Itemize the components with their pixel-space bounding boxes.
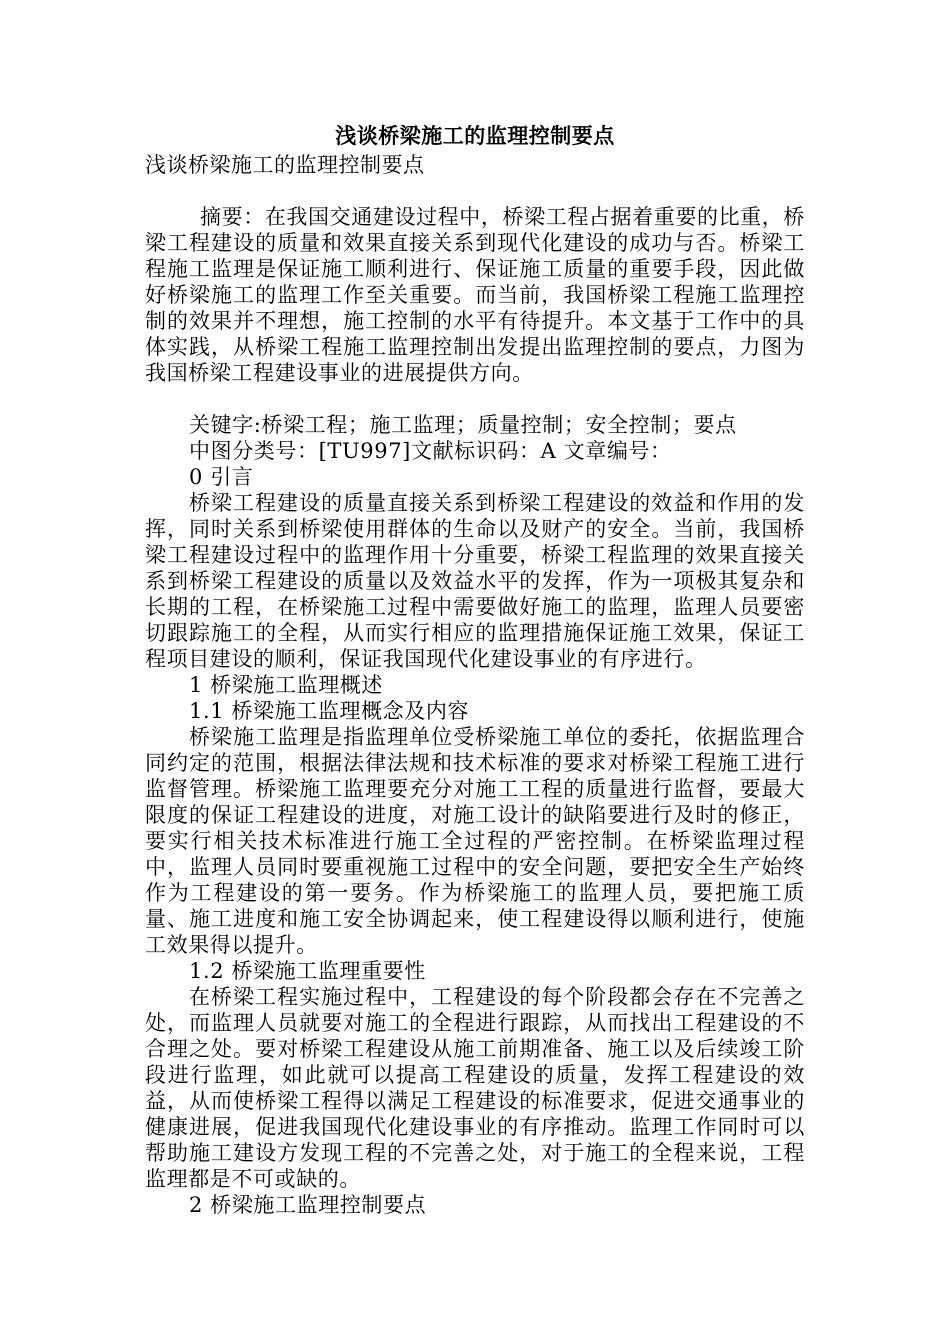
section-heading-2: 2 桥梁施工监理控制要点 xyxy=(189,1193,427,1217)
section-heading-1: 1 桥梁施工监理概述 xyxy=(189,673,384,697)
section-heading-intro: 0 引言 xyxy=(189,465,254,489)
document-subtitle: 浅谈桥梁施工的监理控制要点 xyxy=(145,153,425,177)
section-heading-1-2: 1.2 桥梁施工监理重要性 xyxy=(189,959,426,983)
classification-line: 中图分类号：[TU997]文献标识码：A 文章编号： xyxy=(189,439,672,463)
keywords-line: 关键字:桥梁工程；施工监理；质量控制；安全控制；要点 xyxy=(189,413,737,437)
abstract-paragraph: 摘要：在我国交通建设过程中，桥梁工程占据着重要的比重，桥梁工程建设的质量和效果直接关系到现代化建设的成功与否。桥梁工程施工监理是保证施工顺利进行、保证施工质量的重要手段，因此做好桥梁施工的监理工作至关重要。而当前，我国桥梁工程施工监理控制的效果并不理想，施工控制的水平有待提升。本文基于工作中的具体实践，从桥梁工程施工监理控制出发提出监理控制的要点，力图为我国桥梁工程建设事业的进展提供方向。 xyxy=(145,205,805,385)
document-title: 浅谈桥梁施工的监理控制要点 xyxy=(335,124,615,148)
section-1-1-paragraph: 桥梁施工监理是指监理单位受桥梁施工单位的委托，依据监理合同约定的范围，根据法律法规和技术标准的要求对桥梁工程施工进行监督管理。桥梁施工监理要充分对施工工程的质量进行监督，要最大限度的保证工程建设的进度，对施工设计的缺陷要进行及时的修正，要实行相关技术标准进行施工全过程的严密控制。在桥梁监理过程中，监理人员同时要重视施工过程中的安全问题，要把安全生产始终作为工程建设的第一要务。作为桥梁施工的监理人员，要把施工质量、施工进度和施工安全协调起来，使工程建设得以顺利进行，使施工效果得以提升。 xyxy=(145,725,805,957)
document-body xyxy=(145,122,805,1218)
section-1-2-paragraph: 在桥梁工程实施过程中，工程建设的每个阶段都会存在不完善之处，而监理人员就要对施工的全程进行跟踪，从而找出工程建设的不合理之处。要对桥梁工程建设从施工前期准备、施工以及后续竣工阶段进行监理，如此就可以提高工程建设的质量，发挥工程建设的效益，从而使桥梁工程得以满足工程建设的标准要求，促进交通事业的健康进展，促进我国现代化建设事业的有序推动。监理工作同时可以帮助施工建设方发现工程的不完善之处，对于施工的全程来说，工程监理都是不可或缺的。 xyxy=(145,985,805,1191)
section-heading-1-1: 1.1 桥梁施工监理概念及内容 xyxy=(189,699,470,723)
intro-paragraph: 桥梁工程建设的质量直接关系到桥梁工程建设的效益和作用的发挥，同时关系到桥梁使用群体的生命以及财产的安全。当前，我国桥梁工程建设过程中的监理作用十分重要，桥梁工程监理的效果直接关系到桥梁工程建设的质量以及效益水平的发挥，作为一项极其复杂和长期的工程，在桥梁施工过程中需要做好施工的监理，监理人员要密切跟踪施工的全程，从而实行相应的监理措施保证施工效果，保证工程项目建设的顺利，保证我国现代化建设事业的有序进行。 xyxy=(145,491,805,671)
